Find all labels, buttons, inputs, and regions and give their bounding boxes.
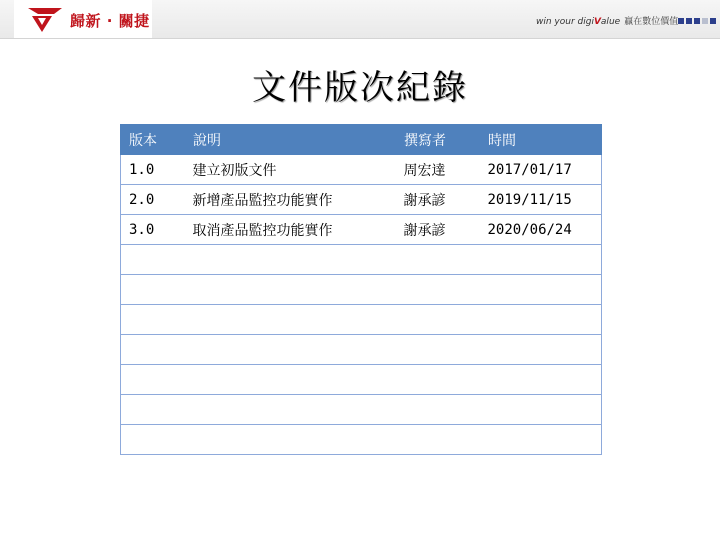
cell-author — [396, 335, 480, 365]
table-row — [121, 425, 602, 455]
cell-date — [480, 275, 602, 305]
table-row — [121, 215, 602, 245]
column-header-description: 說明 — [185, 125, 396, 155]
cell-version — [121, 395, 185, 425]
cell-date — [480, 365, 602, 395]
top-banner — [0, 0, 720, 39]
column-header-date: 時間 — [480, 125, 602, 155]
table-row — [121, 275, 602, 305]
cell-description — [185, 365, 396, 395]
cell-version: 3.0 — [121, 215, 185, 245]
cell-description: 取消產品監控功能實作 — [185, 215, 396, 245]
cell-author: 周宏達 — [396, 155, 480, 185]
cell-author — [396, 275, 480, 305]
revision-table — [120, 124, 602, 455]
cell-version — [121, 275, 185, 305]
cell-author — [396, 245, 480, 275]
table-row — [121, 365, 602, 395]
tagline-chinese: 贏在數位價值 — [624, 17, 679, 27]
table-row — [121, 395, 602, 425]
cell-date — [480, 305, 602, 335]
cell-description: 建立初版文件 — [185, 155, 396, 185]
cell-description — [185, 275, 396, 305]
cell-date — [480, 425, 602, 455]
cell-date: 2019/11/15 — [480, 185, 602, 215]
cell-author — [396, 425, 480, 455]
cell-author — [396, 395, 480, 425]
cell-version — [121, 425, 185, 455]
cell-version: 2.0 — [121, 185, 185, 215]
cell-description — [185, 395, 396, 425]
table-row — [121, 335, 602, 365]
cell-version — [121, 245, 185, 275]
cell-version — [121, 335, 185, 365]
logo-emblem-icon — [28, 6, 62, 32]
column-header-author: 撰寫者 — [396, 125, 480, 155]
brand-tagline: win your digiValue 贏在數位價值 — [536, 17, 679, 27]
cell-version — [121, 305, 185, 335]
cell-date — [480, 335, 602, 365]
cell-date — [480, 245, 602, 275]
cell-version — [121, 365, 185, 395]
page-title: 文件版次紀錄 — [252, 68, 468, 108]
cell-description — [185, 335, 396, 365]
logo-text: 歸新 · 關捷 — [70, 12, 150, 30]
cell-version: 1.0 — [121, 155, 185, 185]
column-header-version: 版本 — [121, 125, 185, 155]
cell-description — [185, 245, 396, 275]
table-header-row — [121, 125, 602, 155]
cell-author — [396, 305, 480, 335]
cell-description — [185, 305, 396, 335]
decorative-squares — [678, 18, 716, 24]
cell-date: 2017/01/17 — [480, 155, 602, 185]
cell-description: 新增產品監控功能實作 — [185, 185, 396, 215]
cell-author: 謝承諺 — [396, 185, 480, 215]
table-row — [121, 185, 602, 215]
table-row — [121, 245, 602, 275]
table-row — [121, 305, 602, 335]
cell-date: 2020/06/24 — [480, 215, 602, 245]
company-logo — [14, 0, 152, 38]
cell-description — [185, 425, 396, 455]
cell-author: 謝承諺 — [396, 215, 480, 245]
table-row — [121, 155, 602, 185]
cell-date — [480, 395, 602, 425]
cell-author — [396, 365, 480, 395]
